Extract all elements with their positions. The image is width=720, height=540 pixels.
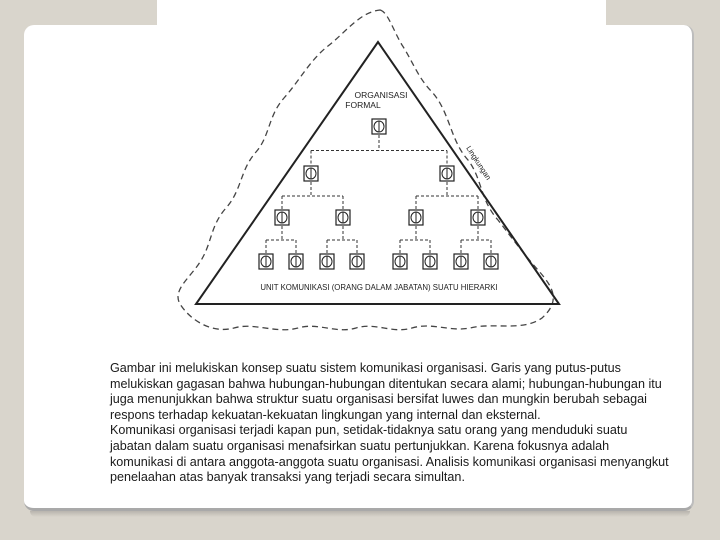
side-label: Lingkungan [464,144,494,182]
organization-pyramid-diagram [150,0,590,340]
organization-triangle [196,42,559,304]
connector-line [311,135,447,166]
title-line-2: FORMAL [345,100,381,110]
connector-line [461,226,491,254]
person-unit-icon [372,119,386,134]
person-unit-icon [289,254,303,269]
person-unit-icon [393,254,407,269]
slide-shadow [30,511,690,517]
connector-line [416,182,478,210]
paragraph-1: Gambar ini melukiskan konsep suatu sistem komunikasi organisasi. Garis yang putus-putus melukiskan gagasan bahwa hubungan-hubungan ditentukan secara alami; hubungan-hubungan itu juga menunjukkan bahwa struktur suatu organisasi bersifat luwes dan mungkin berubah sebagai respons terhadap kekuatan-kekuatan lingkungan yang internal dan eksternal. [110,361,662,422]
environment-boundary [178,10,553,330]
person-unit-icon [304,166,318,181]
connector-line [327,226,357,254]
hierarchy-connectors [266,135,494,254]
person-unit-icon [350,254,364,269]
person-unit-icon [275,210,289,225]
person-unit-icon [454,254,468,269]
connector-line [266,226,296,254]
connector-line [400,226,430,254]
person-unit-icon [484,254,498,269]
connector-line [282,182,343,210]
paragraph-2: Komunikasi organisasi terjadi kapan pun, setidak-tidaknya satu orang yang menduduki suatu jabatan dalam suatu organisasi menafsirkan suatu pertunjukkan. Karena fokusnya adalah komunikasi di antara anggota-anggota suatu organisasi. Analisis komunikasi organisasi menyangkut penelaahan atas banyak transaksi yang terjadi secara simultan. [110,423,669,485]
person-unit-icon [409,210,423,225]
person-unit-icon [440,166,454,181]
description-text [110,361,670,486]
person-unit-icon [423,254,437,269]
person-unit-icon [336,210,350,225]
base-label: UNIT KOMUNIKASI (ORANG DALAM JABATAN) SUATU HIERARKI [260,283,498,292]
title-line-1: ORGANISASI [354,90,408,100]
person-unit-icon [320,254,334,269]
person-unit-icon [259,254,273,269]
person-unit-icon [471,210,485,225]
